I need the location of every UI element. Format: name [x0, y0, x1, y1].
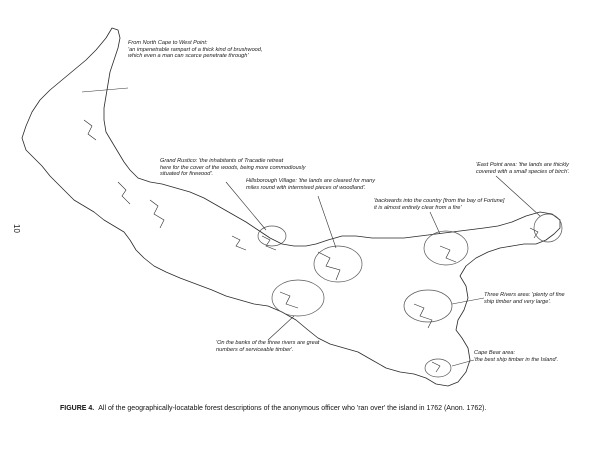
annotation-banks-three-rivers [216, 340, 319, 353]
ellipse-bay-of-fortune [424, 231, 468, 265]
annotation-line: here for the cover of the woods, being more commodiously [160, 164, 306, 171]
annotation-line: which even a man can scarce penetrate through' [128, 53, 249, 60]
annotation-line: 'backwards into the country [from the bay of Fortune] [374, 198, 505, 204]
leader-cape-bear [452, 360, 474, 366]
leader-north-cape [82, 88, 128, 92]
annotation-line: 'an impenetrable rampart of a thick kind of brushwood, [128, 46, 263, 53]
annotation-line: ship timber and very large'. [484, 298, 551, 305]
figure-caption-text: All of the geographically-locatable forest descriptions of the anonymous officer who 'ran over' the island in 1762 (Anon. 1762). [98, 405, 487, 412]
annotation-line: Grand Rustico: 'the inhabitants of Tracadie retreat [160, 158, 284, 164]
figure-label: FIGURE 4. [60, 405, 95, 412]
annotation-line: situated for firewood'. [160, 171, 213, 178]
inlet-cape-bear [432, 362, 440, 372]
annotation-line: Cape Bear area: [474, 350, 516, 356]
annotation-line: numbers of serviceable timber'. [216, 346, 294, 353]
leader-banks-three-rivers [268, 316, 294, 340]
annotation-line: 'the best ship timber in the Island'. [474, 356, 559, 363]
inlet-northwest [118, 182, 130, 204]
annotation-line: 'On the banks of the three rivers are great [216, 340, 320, 346]
annotation-line: miles round with intermixed pieces of woodland'. [246, 184, 366, 191]
page-number: 10 [11, 224, 21, 233]
ellipse-hillsborough [314, 246, 362, 282]
figure-caption [60, 404, 580, 413]
annotation-three-rivers [484, 292, 565, 305]
annotation-grand-rustico [160, 158, 306, 178]
ellipse-banks-three-rivers [272, 280, 324, 316]
annotation-east-point [476, 162, 570, 175]
annotation-hillsborough [246, 178, 375, 191]
leader-bay-of-fortune [430, 212, 440, 234]
inlet-malpeque [150, 200, 164, 228]
ellipse-east-point [534, 214, 562, 242]
inlet-rustico [232, 236, 246, 250]
annotation-bay-of-fortune [374, 198, 504, 211]
inlet-fortune [440, 246, 456, 262]
coastal-inlets [84, 120, 538, 372]
inlet-three-rivers [414, 304, 432, 328]
leader-lines [82, 88, 540, 366]
annotation-line: it is almost entirely clear from a fire' [374, 204, 462, 211]
annotation-line: covered with a small species of birch'. [476, 168, 570, 175]
annotation-line: 'East Point area: 'the lands are thickly [476, 162, 569, 168]
inlet-west [84, 120, 96, 140]
ellipse-cape-bear [425, 359, 451, 377]
inlet-tracadie [262, 236, 276, 250]
inlet-south-shore [280, 292, 298, 308]
annotation-north-cape [128, 40, 262, 60]
annotation-cape-bear [474, 350, 558, 363]
inlet-hillsborough [318, 252, 340, 280]
annotation-line: From North Cape to West Point: [128, 40, 208, 46]
annotation-line: Hillsborough Village: 'the lands are cleared for many [246, 178, 376, 184]
annotation-line: Three Rivers area: 'plenty of fine [484, 292, 565, 298]
ellipse-three-rivers [404, 290, 452, 322]
